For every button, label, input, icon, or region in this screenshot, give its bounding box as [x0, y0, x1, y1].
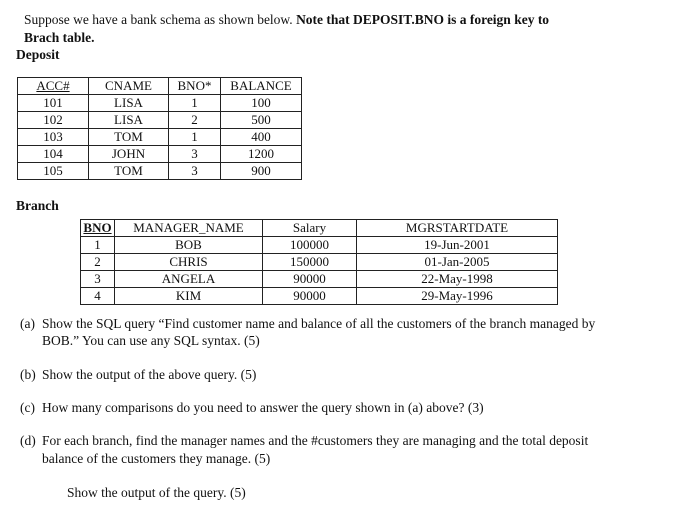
table-cell: 500	[221, 112, 302, 129]
branch-title: Branch	[16, 198, 59, 213]
table-cell: 1	[169, 129, 221, 146]
branch-header-row	[81, 220, 558, 237]
table-cell: 105	[18, 163, 89, 180]
table-cell: LISA	[89, 112, 169, 129]
deposit-col-cname: CNAME	[89, 78, 169, 95]
table-cell: ANGELA	[115, 271, 263, 288]
question-c	[20, 400, 484, 416]
table-cell: 100000	[263, 237, 357, 254]
table-cell: KIM	[115, 288, 263, 305]
question-d-line-1	[20, 433, 588, 449]
question-d-label: (d)	[20, 433, 36, 448]
table-row	[18, 95, 302, 112]
table-cell: 1	[81, 237, 115, 254]
table-cell: JOHN	[89, 146, 169, 163]
table-cell: 3	[169, 163, 221, 180]
deposit-col-balance: BALANCE	[221, 78, 302, 95]
question-a-text: Show the SQL query “Find customer name and balance of all the customers of the branch managed by	[42, 316, 596, 331]
deposit-header-row	[18, 78, 302, 95]
table-row	[18, 112, 302, 129]
table-cell: 400	[221, 129, 302, 146]
question-a-label: (a)	[20, 316, 35, 331]
table-cell: 3	[169, 146, 221, 163]
table-cell: 3	[81, 271, 115, 288]
question-b-label: (b)	[20, 367, 36, 382]
question-d-text: For each branch, find the manager names and the #customers they are managing and the total deposit	[42, 433, 589, 448]
question-d-line-2: balance of the customers they manage. (5)	[42, 451, 271, 466]
table-cell: BOB	[115, 237, 263, 254]
branch-col-mgrstartdate: MGRSTARTDATE	[357, 220, 558, 237]
table-cell: 19-Jun-2001	[357, 237, 558, 254]
table-cell: 150000	[263, 254, 357, 271]
table-row	[81, 271, 558, 288]
table-cell: 29-May-1996	[357, 288, 558, 305]
intro-line-1	[24, 12, 549, 28]
table-row	[81, 254, 558, 271]
deposit-table	[17, 77, 302, 180]
table-cell: 900	[221, 163, 302, 180]
question-b-text: Show the output of the above query. (5)	[42, 367, 257, 382]
table-cell: LISA	[89, 95, 169, 112]
table-row	[18, 129, 302, 146]
table-cell: 2	[81, 254, 115, 271]
table-cell: 90000	[263, 271, 357, 288]
question-b	[20, 367, 256, 383]
intro-text-bold: Note that DEPOSIT.BNO is a foreign key to	[296, 12, 550, 27]
table-cell: 104	[18, 146, 89, 163]
table-cell: TOM	[89, 129, 169, 146]
table-cell: 101	[18, 95, 89, 112]
question-c-text: How many comparisons do you need to answer the query shown in (a) above? (3)	[42, 400, 484, 415]
deposit-col-bno: BNO*	[169, 78, 221, 95]
table-cell: TOM	[89, 163, 169, 180]
question-a-line-2: BOB.” You can use any SQL syntax. (5)	[42, 333, 260, 348]
table-cell: 103	[18, 129, 89, 146]
table-cell: 1200	[221, 146, 302, 163]
table-cell: 1	[169, 95, 221, 112]
table-row	[18, 146, 302, 163]
branch-col-manager-name: MANAGER_NAME	[115, 220, 263, 237]
table-row	[81, 288, 558, 305]
table-cell: 100	[221, 95, 302, 112]
intro-line-2: Brach table.	[24, 30, 95, 45]
table-cell: CHRIS	[115, 254, 263, 271]
question-c-label: (c)	[20, 400, 35, 415]
table-cell: 01-Jan-2005	[357, 254, 558, 271]
deposit-col-acc: ACC#	[18, 78, 89, 95]
question-output: Show the output of the query. (5)	[67, 485, 246, 500]
intro-text-plain: Suppose we have a bank schema as shown below.	[24, 12, 297, 27]
table-cell: 22-May-1998	[357, 271, 558, 288]
branch-col-salary: Salary	[263, 220, 357, 237]
question-a-line-1	[20, 316, 595, 332]
table-cell: 90000	[263, 288, 357, 305]
branch-col-bno: BNO	[81, 220, 115, 237]
table-cell: 4	[81, 288, 115, 305]
table-row	[81, 237, 558, 254]
table-cell: 2	[169, 112, 221, 129]
table-row	[18, 163, 302, 180]
table-cell: 102	[18, 112, 89, 129]
deposit-title: Deposit	[16, 47, 60, 62]
branch-table	[80, 219, 558, 305]
